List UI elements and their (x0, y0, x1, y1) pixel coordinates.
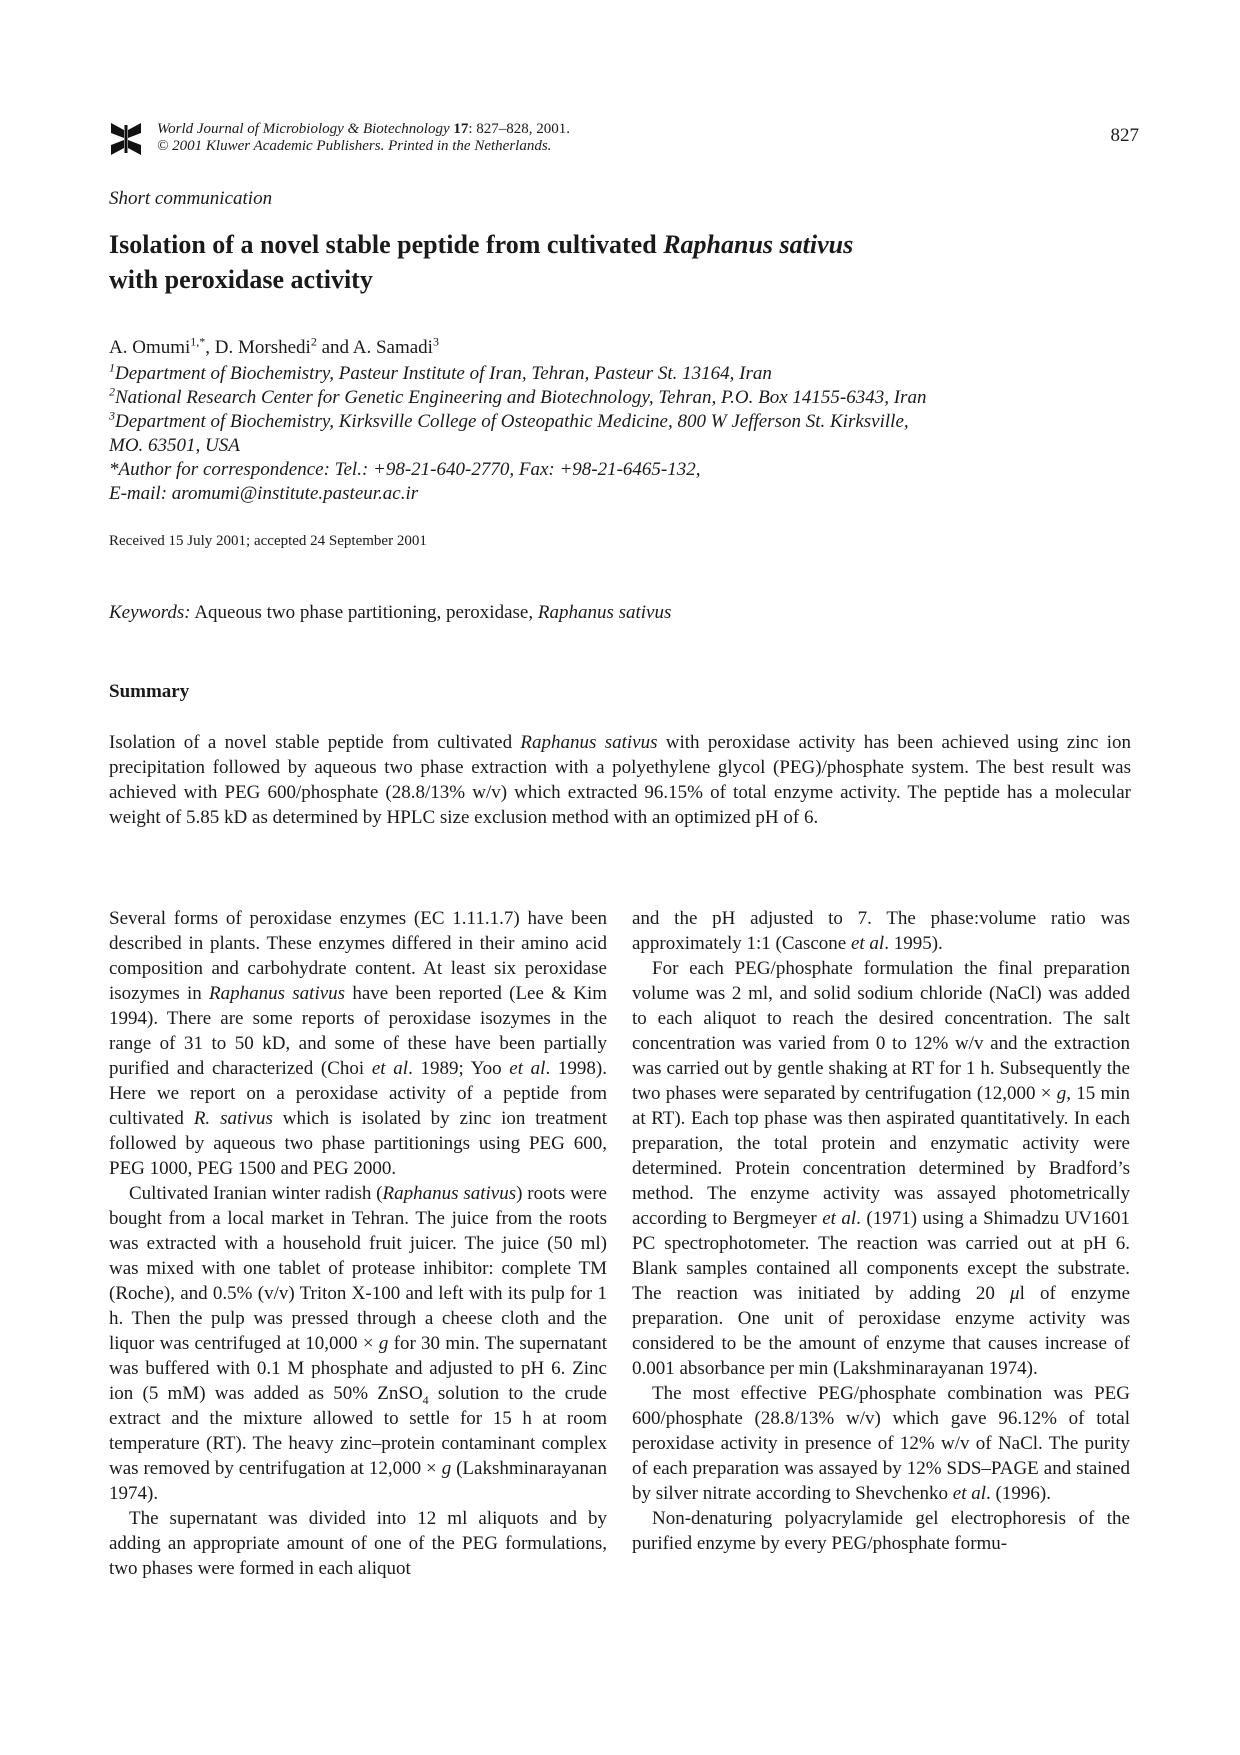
body-column-left (109, 906, 607, 1581)
received-dates: Received 15 July 2001; accepted 24 September 2001 (109, 533, 427, 549)
paragraph: The supernatant was divided into 12 ml aliquots and by adding an appropriate amount of one of the PEG formulations, two phases were formed in each aliquot (109, 1508, 607, 1579)
paragraph: Non-denaturing polyacrylamide gel electrophoresis of the purified enzyme by every PEG/phosphate formu- (632, 1508, 1130, 1554)
affiliation-3-cont: MO. 63501, USA (109, 435, 240, 456)
correspondence: *Author for correspondence: Tel.: +98-21-640-2770, Fax: +98-21-6465-132, (109, 459, 701, 480)
page-number: 827 (1110, 125, 1139, 146)
paragraph: For each PEG/phosphate formulation the final preparation volume was 2 ml, and solid sodium chloride (NaCl) was added to each aliquot to reach the desired concentration. The salt concentration was varied from 0 to 12% w/v and the extraction was carried out by gentle shaking at RT for 1 h. Subsequently the two phases were separated by centrifugation (12,000 × g, 15 min at RT). Each top phase was then aspirated quantitatively. In each preparation, the total protein and enzymatic activity were determined. Protein concentration determined by Bradford’s method. The enzyme activity was assayed photometrically according to Bergmeyer et al. (1971) using a Shimadzu UV1601 PC spectrophotometer. The reaction was carried out at pH 6. Blank samples contained all components except the substrate. The reaction was initiated by adding 20 μl of enzyme preparation. One unit of peroxidase enzyme activity was considered to be the amount of enzyme that causes increase of 0.001 absorbance per min (Lakshminarayanan 1974). (632, 958, 1131, 1379)
article-type: Short communication (109, 188, 273, 209)
paragraph: Several forms of peroxidase enzymes (EC 1.11.1.7) have been described in plants. These enzymes differed in their amino acid composition and carbohydrate content. At least six peroxidase isozymes in Raphanus sativus have been reported (Lee & Kim 1994). There are some reports of peroxidase isozymes in the range of 31 to 50 kD, and some of these have been partially purified and characterized (Choi et al. 1989; Yoo et al. 1998). Here we report on a peroxidase activity of a peptide from cultivated R. sativus which is isolated by zinc ion treatment followed by aqueous two phase partitionings using PEG 600, PEG 1000, PEG 1500 and PEG 2000. (109, 908, 608, 1179)
journal-citation: World Journal of Microbiology & Biotechnology 17: 827–828, 2001. © 2001 Kluwer Academic Publishers. Printed in the Netherlands. (157, 121, 571, 154)
affiliation-1: $^1$Department of Biochemistry, Pasteur Institute of Iran, Tehran, Pasteur St. 13164, Iran (109, 360, 772, 384)
affiliations (109, 362, 1129, 506)
keywords: Keywords: Aqueous two phase partitioning, peroxidase, Raphanus sativus (109, 602, 672, 623)
publisher-logo-icon (109, 121, 143, 157)
paragraph: The most effective PEG/phosphate combination was PEG 600/phosphate (28.8/13% w/v) which gave 96.12% of total peroxidase activity in presence of 12% w/v of NaCl. The purity of each preparation was assayed by 12% SDS–PAGE and stained by silver nitrate according to Shevchenko et al. (1996). (632, 1383, 1130, 1504)
paragraph: Cultivated Iranian winter radish (Raphanus sativus) roots were bought from a local market in Tehran. The juice from the roots was extracted with a household fruit juicer. The juice (50 ml) was mixed with one tablet of protease inhibitor: complete TM (Roche), and 0.5% (v/v) Triton X-100 and left with its pulp for 1 h. Then the pulp was pressed through a cheese cloth and the liquor was centrifuged at 10,000 × g for 30 min. The supernatant was buffered with 0.1 M phosphate and adjusted to pH 6. Zinc ion (5 mM) was added as 50% ZnSO$_4$ solution to the crude extract and the mixture allowed to settle for 15 h at room temperature (RT). The heavy zinc–protein contaminant complex was removed by centrifugation at 12,000 × g (Lakshminarayanan 1974). (109, 1183, 607, 1504)
affiliation-3: $^3$Department of Biochemistry, Kirksville College of Osteopathic Medicine, 800 W Jefferson St. Kirksville, (109, 408, 909, 432)
correspondence-email: E-mail: aromumi@institute.pasteur.ac.ir (109, 483, 419, 504)
body-column-right (632, 906, 1130, 1556)
summary-text: Isolation of a novel stable peptide from cultivated Raphanus sativus with peroxidase activity has been achieved using zinc ion precipitation followed by aqueous two phase extraction with a polyethylene glycol (PEG)/phosphate system. The best result was achieved with PEG 600/phosphate (28.8/13% w/v) which extracted 96.15% of total enzyme activity. The peptide has a molecular weight of 5.85 kD as determined by HPLC size exclusion method with an optimized pH of 6. (109, 732, 1131, 828)
paragraph: and the pH adjusted to 7. The phase:volume ratio was approximately 1:1 (Cascone et al. 1995). (632, 908, 1130, 954)
page-header (109, 121, 1139, 161)
article-title: Isolation of a novel stable peptide from cultivated Raphanus sativus with peroxidase activity (109, 230, 854, 294)
affiliation-2: $^2$National Research Center for Genetic Engineering and Biotechnology, Tehran, P.O. Box 14155-6343, Iran (109, 384, 927, 408)
summary-heading: Summary (109, 681, 190, 702)
author-list: A. Omumi$^{1,*}$, D. Morshedi$^2$ and A. Samadi$^3$ (109, 334, 439, 358)
copyright-line: © 2001 Kluwer Academic Publishers. Printed in the Netherlands. (157, 138, 552, 154)
